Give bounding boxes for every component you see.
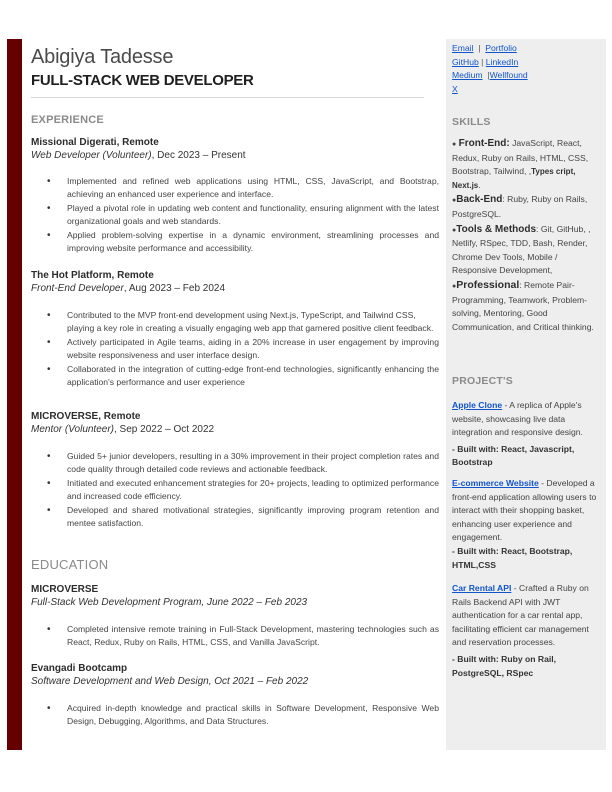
- skill-text: : Git, GitHub, , Netlify, RSpec, TDD, Bash, Render, Chrome Dev Tools, Mobile / Responsive Development,: [452, 223, 591, 276]
- edu-org: Evangadi Bootcamp: [31, 663, 128, 674]
- education-title: EDUCATION: [31, 557, 109, 572]
- bullet-item: • Acquired in-depth knowledge and practical skills in Software Development, Responsive Web Design, Debugging, Algorithms, and Data Structures.: [31, 702, 439, 729]
- edu-org: MICROVERSE: [31, 584, 99, 595]
- bullet-item: • Collaborated in the integration of cutting-edge front-end technologies, significantly enhancing the application's performance and user experience: [31, 363, 439, 390]
- bullet-item: • Guided 5+ junior developers, resulting in a 30% improvement in their project completion rates and code quality through detailed code reviews and actionable feedback.: [31, 450, 439, 477]
- job-org: MICROVERSE, Remote: [31, 411, 141, 422]
- skills-list: [452, 137, 604, 334]
- separator: |: [481, 56, 484, 67]
- job-title: Web Developer (Volunteer): [31, 150, 152, 161]
- program-title: Full-Stack Web Development Program, June 2022 – Feb 2023: [31, 597, 308, 608]
- bullet-icon: ●: [452, 197, 457, 205]
- project-link-ecommerce[interactable]: E-commerce Website: [452, 478, 539, 488]
- sidebar: [446, 39, 606, 750]
- job-bullets: [31, 309, 439, 389]
- project-built-with: - Built with: React, Javascript, Bootstrap: [452, 443, 575, 468]
- job-dates: , Sep 2022 – Oct 2022: [114, 424, 215, 435]
- edu-bullets: [31, 623, 439, 650]
- job-title: Front-End Developer: [31, 283, 124, 294]
- skill-text-bold: Types cript, Next.js: [452, 167, 576, 190]
- job-bullets: [31, 175, 439, 255]
- skill-text: : Remote Pair-Programming, Teamwork, Problem-solving, Mentoring, Good Communication, and Critical thinking.: [452, 279, 594, 332]
- bullet-icon: ●: [452, 226, 457, 234]
- skill-group-professional: [452, 279, 604, 334]
- bullet-item: • Contributed to the MVP front-end development using Next.js, TypeScript, and Tailwind CSS, playing a key role in creating a visually engaging web app that garnered positive client feedback.: [31, 309, 439, 336]
- github-link[interactable]: GitHub: [452, 56, 479, 67]
- experience-title: EXPERIENCE: [31, 114, 104, 126]
- job-dates: , Aug 2023 – Feb 2024: [123, 283, 226, 294]
- x-link[interactable]: X: [452, 83, 458, 94]
- job-org: The Hot Platform, Remote: [31, 270, 154, 281]
- project-link-car-rental-api[interactable]: Car Rental API: [452, 583, 512, 593]
- wellfound-link[interactable]: Wellfound: [489, 70, 528, 81]
- skill-text: JavaScript, React, Redux, Ruby on Rails, HTML, CSS, Bootstrap, Tailwind, ,: [452, 138, 589, 177]
- bullet-item: • Completed intensive remote training in Full-Stack Development, mastering technologies such as React, Redux, Ruby on Rails, HTML, CSS, and Vanilla JavaScript.: [31, 623, 439, 650]
- job-title: Mentor (Volunteer): [31, 424, 114, 435]
- contact-links: [452, 42, 604, 96]
- separator: |: [478, 43, 481, 53]
- edu-program: [31, 596, 439, 610]
- skill-group-tools: [452, 223, 604, 278]
- project-item: [452, 477, 604, 572]
- candidate-name: Abigiya Tadesse: [31, 46, 174, 68]
- program-title: Software Development and Web Design, Oct 2021 – Feb 2022: [31, 676, 309, 687]
- project-desc: - Developed a front-end application allowing users to interact with their shopping basket, enhancing user experience and engagement.: [452, 478, 597, 543]
- portfolio-link[interactable]: Portfolio: [485, 43, 517, 53]
- bullet-item: • Implemented and refined web applications using HTML, CSS, JavaScript, and Bootstrap, achieving an enhanced user experience and interface.: [31, 175, 439, 202]
- skill-label: Front-End:: [458, 138, 510, 149]
- project-link-apple-clone[interactable]: Apple Clone: [452, 400, 503, 410]
- skill-group-frontend: [452, 137, 604, 192]
- projects-title: PROJECT'S: [452, 375, 513, 387]
- edu-program: [31, 675, 439, 689]
- skills-title: SKILLS: [452, 116, 491, 128]
- bullet-item: • Actively participated in Agile teams, aiding in a 20% increase in user engagement by improving website responsiveness and user interface design.: [31, 336, 439, 363]
- skill-group-backend: [452, 193, 604, 221]
- skill-label: Tools & Methods: [456, 223, 537, 235]
- bullet-icon: ●: [452, 141, 457, 148]
- job-entry: [31, 410, 439, 530]
- job-dates: , Dec 2023 – Present: [151, 150, 246, 161]
- project-desc: - Crafted a Ruby on Rails Backend API with JWT authentication for a car rental app, facilitating efficient car management and reservation processes.: [452, 583, 589, 648]
- education-entry: [31, 662, 439, 729]
- main-column: [31, 44, 439, 727]
- job-entry: [31, 269, 439, 389]
- bullet-item: • Applied problem-solving expertise in a dynamic environment, streamlining processes and improving website performance and accessibility.: [31, 229, 439, 256]
- job-entry: [31, 136, 439, 255]
- bullet-icon: ●: [452, 282, 457, 290]
- job-position: [31, 149, 439, 163]
- bullet-item: • Developed and shared motivational strategies, significantly improving program retention and mentee satisfaction.: [31, 504, 439, 531]
- job-bullets: [31, 450, 439, 530]
- candidate-role: FULL-STACK WEB DEVELOPER: [31, 72, 254, 89]
- project-item: [452, 582, 604, 680]
- skill-label: Back-End: [456, 194, 503, 206]
- job-position: [31, 282, 439, 296]
- project-built-with: - Built with: Ruby on Rail, PostgreSQL, RSpec: [452, 653, 557, 678]
- skill-text: : Ruby, Ruby on Rails, PostgreSQL.: [452, 194, 588, 219]
- medium-link[interactable]: Medium: [452, 70, 483, 81]
- email-link[interactable]: Email: [452, 43, 474, 53]
- project-item: [452, 399, 604, 470]
- job-position: [31, 423, 439, 437]
- separator: |: [487, 70, 490, 81]
- education-entry: [31, 583, 439, 650]
- bullet-item: • Played a pivotal role in updating web content and functionality, ensuring alignment with the latest organizational goals and web standards.: [31, 202, 439, 229]
- project-built-with: - Built with: React, Bootstrap, HTML,CSS: [452, 545, 573, 570]
- bullet-item: • Initiated and executed enhancement strategies for 20+ projects, leading to optimized performance and increased code efficiency.: [31, 477, 439, 504]
- edu-bullets: [31, 702, 439, 729]
- job-org: Missional Digerati, Remote: [31, 137, 159, 148]
- skill-text: .: [478, 179, 481, 190]
- accent-bar: [7, 39, 22, 750]
- linkedin-link[interactable]: LinkedIn: [485, 56, 519, 67]
- header-divider: [31, 97, 424, 98]
- skill-label: Professional: [456, 278, 520, 291]
- project-desc: - A replica of Apple's website, showcasing live data integration and responsive design.: [452, 400, 583, 438]
